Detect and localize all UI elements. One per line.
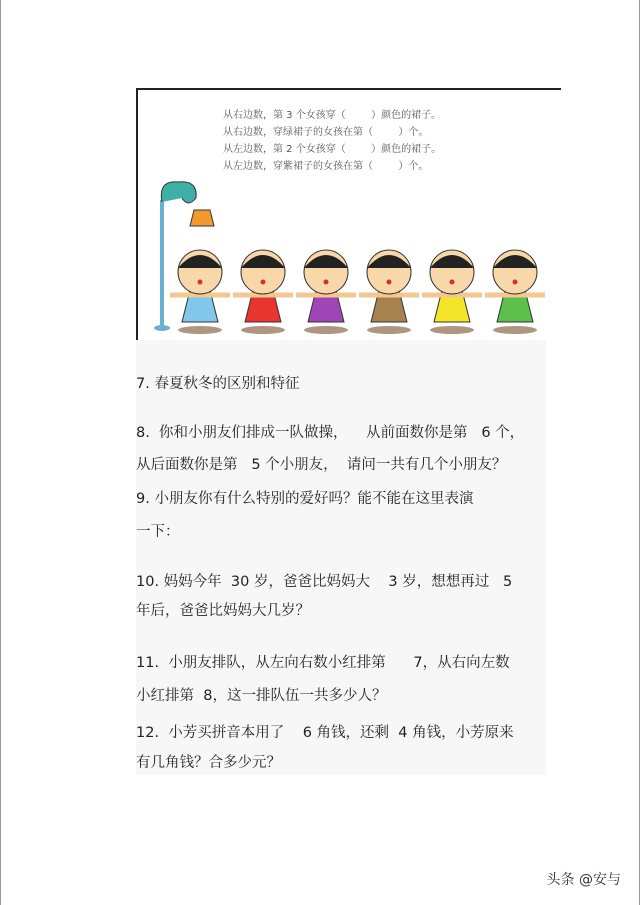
figure-question: 从左边数，第 2 个女孩穿（ ）颜色的裙子。 bbox=[223, 144, 442, 155]
question-7: 7. 春夏秋冬的区别和特征 bbox=[136, 376, 300, 392]
girls-illustration bbox=[136, 88, 561, 340]
girl-figure bbox=[422, 250, 482, 334]
figure-question: 从右边数，穿绿裙子的女孩在第（ ）个。 bbox=[223, 127, 429, 138]
girl-figure bbox=[296, 250, 356, 334]
question-10: 10. 妈妈今年 30 岁，爸爸比妈妈大 3 岁，想想再过 5 bbox=[136, 574, 513, 590]
watermark: 头条 @安与 bbox=[546, 872, 621, 888]
girls-drawing bbox=[138, 90, 559, 340]
figure-question: 从左边数，穿紫裙子的女孩在第（ ）个。 bbox=[223, 161, 429, 172]
question-12: 12. 小芳买拼音本用了 6 角钱，还剩 4 角钱，小芳原来 bbox=[136, 725, 514, 741]
question-9: 9. 小朋友你有什么特别的爱好吗？能不能在这里表演 bbox=[136, 491, 474, 507]
girl-figure bbox=[170, 250, 230, 334]
questions-area bbox=[136, 340, 546, 775]
girl-figure bbox=[233, 250, 293, 334]
question-12-cont: 有几角钱？合多少元？ bbox=[136, 755, 281, 771]
question-8-cont: 从后面数你是第 5 个小朋友， 请问一共有几个小朋友？ bbox=[136, 457, 507, 473]
girl-figure bbox=[359, 250, 419, 334]
girl-figure bbox=[485, 250, 545, 334]
question-10-cont: 年后，爸爸比妈妈大几岁？ bbox=[136, 603, 310, 619]
figure-question: 从右边数，第 3 个女孩穿（ ）颜色的裙子。 bbox=[223, 110, 442, 121]
question-11-cont: 小红排第 8，这一排队伍一共多少人？ bbox=[136, 688, 387, 704]
question-8: 8. 你和小朋友们排成一队做操， 从前面数你是第 6 个， bbox=[136, 425, 525, 441]
question-9-cont: 一下： bbox=[136, 524, 180, 540]
question-11: 11. 小朋友排队，从左向右数小红排第 7，从右向左数 bbox=[136, 655, 510, 671]
